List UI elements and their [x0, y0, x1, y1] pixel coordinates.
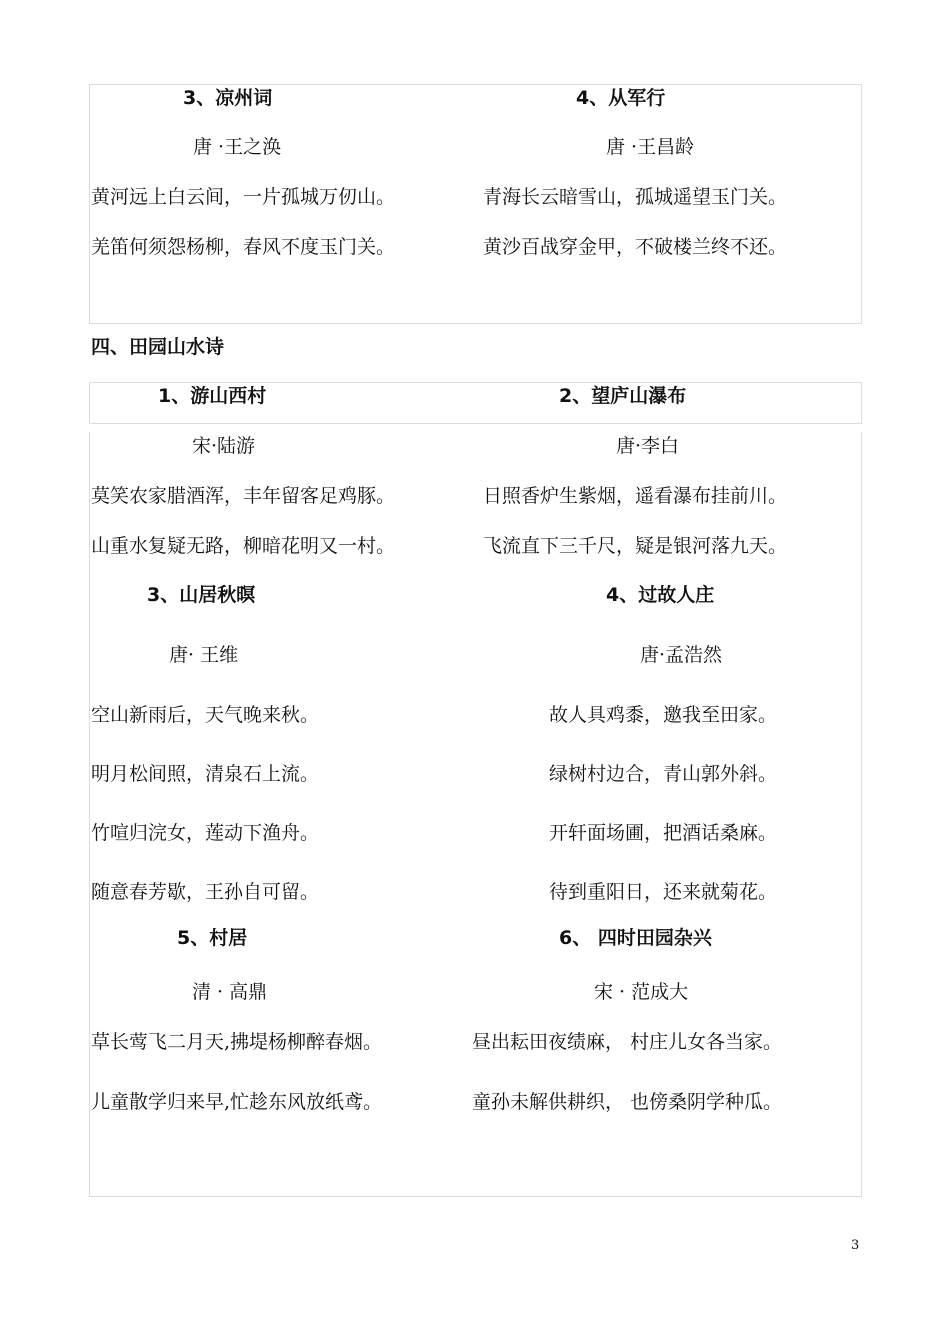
poem-title-sishitianyuanzaxing: 6、 四时田园杂兴 [559, 927, 712, 949]
poem-line: 待到重阳日，还来就菊花。 [549, 881, 778, 903]
poem-author: 唐 ·王昌龄 [606, 136, 695, 158]
poem-line: 莫笑农家腊酒浑，丰年留客足鸡豚。 [91, 485, 396, 507]
poem-title-wanglushanpubu: 2、望庐山瀑布 [559, 385, 687, 407]
poem-author: 唐·孟浩然 [640, 644, 723, 666]
poem-title-cunju: 5、村居 [177, 927, 248, 949]
poem-author: 唐· 王维 [169, 644, 239, 666]
poem-line: 儿童散学归来早,忙趁东风放纸鸢。 [91, 1091, 383, 1113]
poem-line: 空山新雨后，天气晚来秋。 [91, 704, 320, 726]
poem-line: 绿树村边合，青山郭外斜。 [549, 763, 778, 785]
poem-line: 羌笛何须怨杨柳，春风不度玉门关。 [91, 236, 396, 258]
poem-line: 昼出耘田夜绩麻， 村庄儿女各当家。 [472, 1031, 783, 1053]
poem-line: 竹喧归浣女，莲动下渔舟。 [91, 822, 320, 844]
poem-line: 黄沙百战穿金甲，不破楼兰终不还。 [483, 236, 788, 258]
poem-title-guogurenzhuang: 4、过故人庄 [606, 584, 715, 606]
poem-line: 飞流直下三千尺，疑是银河落九天。 [483, 535, 788, 557]
poem-line: 山重水复疑无路，柳暗花明又一村。 [91, 535, 396, 557]
poem-line: 青海长云暗雪山，孤城遥望玉门关。 [483, 186, 788, 208]
page-number: 3 [851, 1238, 860, 1253]
poem-line: 明月松间照，清泉石上流。 [91, 763, 320, 785]
poem-line: 随意春芳歇，王孙自可留。 [91, 881, 320, 903]
poem-title-liangzhouci: 3、凉州词 [183, 87, 273, 109]
poem-title-youshanxicun: 1、游山西村 [158, 385, 267, 407]
poem-line: 日照香炉生紫烟，遥看瀑布挂前川。 [483, 485, 788, 507]
poem-author: 唐·李白 [616, 435, 680, 457]
poem-author: 清 · 高鼎 [192, 981, 268, 1003]
poem-line: 草长莺飞二月天,拂堤杨柳醉春烟。 [91, 1031, 383, 1053]
poem-title-congjunxing: 4、从军行 [576, 87, 666, 109]
section-heading: 四、田园山水诗 [91, 336, 225, 358]
poem-author: 唐 ·王之涣 [193, 136, 282, 158]
poem-line: 开轩面场圃，把酒话桑麻。 [549, 822, 778, 844]
poem-line: 故人具鸡黍，邀我至田家。 [549, 704, 778, 726]
poem-line: 黄河远上白云间，一片孤城万仞山。 [91, 186, 396, 208]
poem-line: 童孙未解供耕织， 也傍桑阴学种瓜。 [472, 1091, 783, 1113]
poem-author: 宋 · 范成大 [594, 981, 689, 1003]
poem-author: 宋·陆游 [192, 435, 256, 457]
poem-title-shanjuqiuming: 3、山居秋暝 [147, 584, 256, 606]
